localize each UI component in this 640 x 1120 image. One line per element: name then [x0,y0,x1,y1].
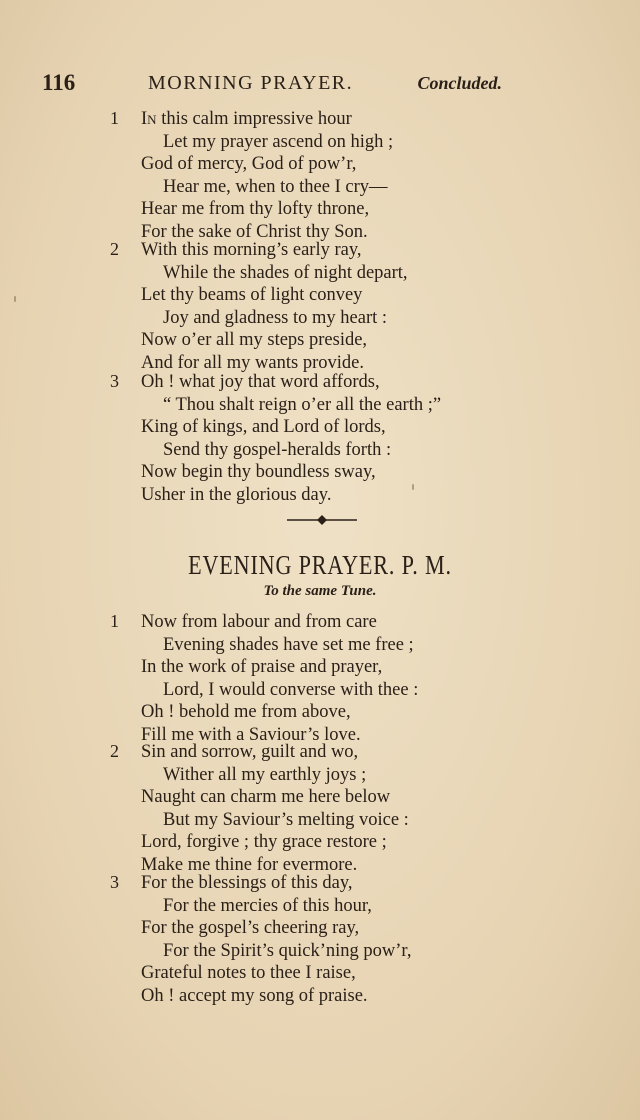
hymn-line: Fill me with a Saviour’s love. [141,724,361,745]
stanza-number: 1 [110,108,119,128]
stanza-number: 2 [110,741,119,761]
hymn-line: God of mercy, God of pow’r, [141,154,357,175]
hymn-line: For the sake of Christ thy Son. [141,221,368,242]
stanza-number: 3 [110,371,119,391]
page-header [42,70,502,100]
hymn-line: Usher in the glorious day. [141,484,332,505]
hymn-line: Make me thine for evermore. [141,854,358,875]
running-note: Concluded. [417,73,502,93]
running-title: MORNING PRAYER. [148,72,354,94]
hymn-line: Naught can charm me here below [141,787,391,808]
hymn-line: “ Thou shalt reign o’er all the earth ;” [163,394,442,415]
page-number: 116 [42,70,76,95]
hymn-line: Let my prayer ascend on high ; [163,131,394,152]
hymn-line: Sin and sorrow, guilt and wo, [141,742,359,762]
hymn-line: For the gospel’s cheering ray, [141,918,360,939]
hymn-line: Hear me from thy lofty throne, [141,199,370,220]
hymn-line: Now o’er all my steps preside, [141,330,368,351]
stanza-number: 3 [110,872,119,892]
paper-speck [412,484,414,490]
section-title: EVENING PRAYER. P. M. [188,550,452,580]
hymn-line: Joy and gladness to my heart : [163,307,388,328]
hymn-line: In the work of praise and prayer, [141,657,383,678]
paper-speck [14,296,16,302]
hymn-line: Grateful notes to thee I raise, [141,963,356,984]
hymn-line: Lord, forgive ; thy grace restore ; [141,832,387,853]
first-word: In [141,109,157,129]
hymn-line: Oh ! accept my song of praise. [141,985,368,1006]
hymn-line: And for all my wants provide. [141,352,364,373]
hymn-line: Now from labour and from care [141,612,377,632]
hymn-line: Now begin thy boundless sway, [141,462,376,483]
hymn-line: In this calm impressive hour [141,109,352,129]
hymn-line: But my Saviour’s melting voice : [163,809,409,830]
hymn-line: Evening shades have set me free ; [163,634,414,655]
hymn-line: Oh ! what joy that word affords, [141,372,380,392]
stanza-number: 2 [110,239,119,259]
hymn-line: Send thy gospel-heralds forth : [163,439,392,460]
section-subtitle: To the same Tune. [263,583,377,599]
hymn-line: While the shades of night depart, [163,262,408,283]
hymn-line: With this morning’s early ray, [141,240,362,260]
hymn-line: For the blessings of this day, [141,873,353,893]
hymn-line: Oh ! behold me from above, [141,702,351,723]
hymn-line: Hear me, when to thee I cry— [163,176,388,197]
hymn-line: Lord, I would converse with thee : [163,679,419,700]
hymn-line: King of kings, and Lord of lords, [141,417,386,438]
section-divider-ornament [287,512,357,528]
stanza-number: 1 [110,611,119,631]
hymn-line: For the Spirit’s quick’ning pow’r, [163,940,412,961]
hymn-line: Wither all my earthly joys ; [163,764,367,785]
hymn-line: For the mercies of this hour, [163,895,372,916]
hymn-line: Let thy beams of light convey [141,285,363,306]
